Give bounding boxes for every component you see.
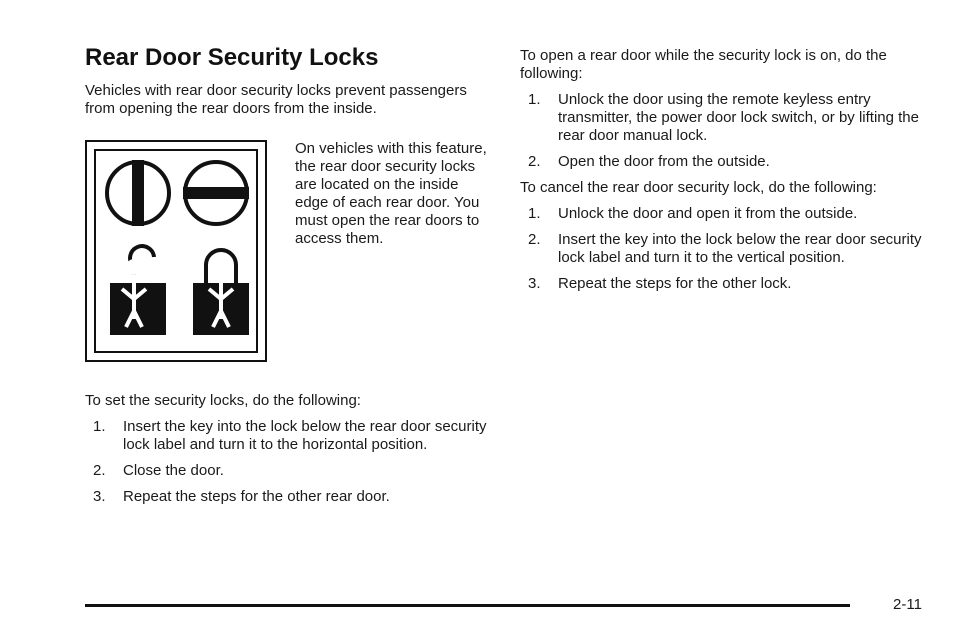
page-title: Rear Door Security Locks: [85, 44, 379, 71]
set-locks-steps: [85, 418, 500, 506]
list-item: 2. Close the door.: [93, 462, 224, 479]
list-item: 3. Repeat the steps for the other lock.: [528, 275, 792, 292]
footer-rule: [85, 604, 850, 607]
figure-row: [85, 140, 500, 368]
child-locked-icon: [193, 250, 249, 335]
list-item: 1. Insert the key into the lock below the rear door security lock label and turn it to the horizontal position.: [93, 418, 487, 453]
vertical-slot-icon: [107, 160, 169, 226]
list-item: 3. Repeat the steps for the other rear door.: [93, 488, 390, 505]
list-item: 1. Unlock the door using the remote keyless entry transmitter, the power door lock switch, or by lifting the rear door manual lock.: [528, 91, 919, 144]
right-column: [520, 47, 940, 301]
figure-caption: On vehicles with this feature, the rear door security locks are located on the inside edge of each rear door. You must open the rear doors to access them.: [295, 140, 487, 247]
left-column: [85, 44, 500, 514]
list-item: 1. Unlock the door and open it from the outside.: [528, 205, 858, 222]
illustration-inner-frame: [94, 149, 258, 353]
list-item: 2. Open the door from the outside.: [528, 153, 770, 170]
list-item: 2. Insert the key into the lock below the rear door security lock label and turn it to the vertical position.: [528, 231, 922, 266]
set-locks-heading: To set the security locks, do the following:: [85, 392, 361, 409]
open-door-steps: [520, 91, 940, 171]
child-unlocked-icon: [110, 246, 166, 335]
security-lock-label-illustration: [85, 140, 267, 362]
cancel-lock-steps: [520, 205, 940, 293]
intro-paragraph: Vehicles with rear door security locks prevent passengers from opening the rear doors from the inside.: [85, 82, 467, 117]
open-door-heading: To open a rear door while the security lock is on, do the following:: [520, 47, 887, 82]
lock-symbols-graphic: [96, 151, 260, 355]
cancel-lock-heading: To cancel the rear door security lock, do the following:: [520, 179, 877, 196]
page-number: 2-11: [893, 596, 922, 613]
horizontal-slot-icon: [183, 162, 249, 224]
